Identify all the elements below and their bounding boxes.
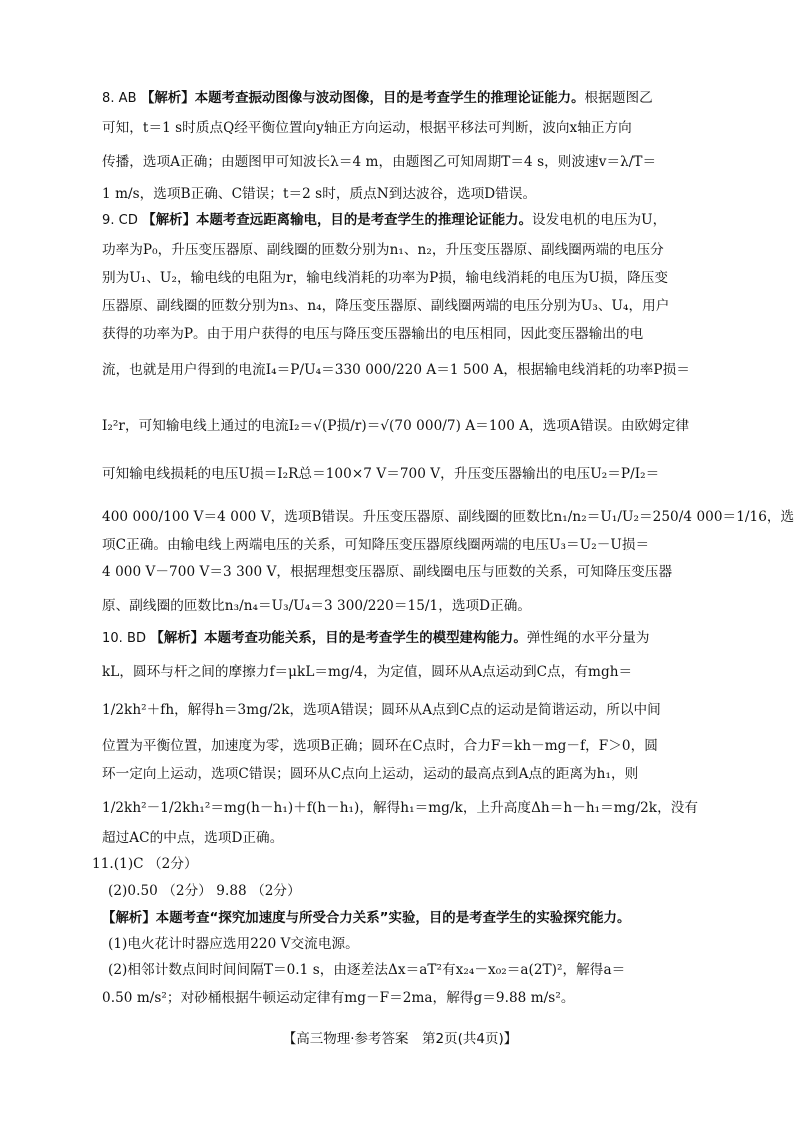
q9-line-8: 可知输电线损耗的电压U损＝I₂R总＝100×7 V＝700 V，升压变压器输出的电压U₂＝P/I₂＝: [102, 466, 660, 482]
q10-line-2: kL，圆环与杆之间的摩擦力f＝μkL＝mg/4，为定值，圆环从A点运动到C点，有mgh＝: [102, 664, 633, 680]
q10-answer-label: 10. BD: [102, 631, 147, 646]
q9-line-6: 流，也就是用户得到的电流I₄＝P/U₄＝330 000/220 A＝1 500 A，根据输电线消耗的功率P损＝: [102, 362, 690, 378]
q11-line-1: 11.(1)C （2分）: [92, 856, 198, 872]
q10-line-5: 环一定向上运动，选项C错误；圆环从C点向上运动，运动的最高点到A点的距离为h₁，则: [102, 766, 639, 782]
q8-line-3: 传播，选项A正确；由题图甲可知波长λ＝4 m，由题图乙可知周期T＝4 s，则波速v＝λ/T＝: [102, 154, 657, 170]
q10-line-3: 1/2kh²＋fh，解得h＝3mg/2k，选项A错误；圆环从A点到C点的运动是简谐运动，所以中间: [102, 702, 661, 718]
q11-line-2: (2)0.50 （2分） 9.88 （2分）: [108, 883, 301, 899]
q10-line-6: 1/2kh²－1/2kh₁²＝mg(h－h₁)＋f(h－h₁)，解得h₁＝mg/k，上升高度Δh＝h－h₁＝mg/2k，没有: [102, 800, 699, 816]
q9-line-7: I₂²r，可知输电线上通过的电流I₂＝√(P损/r)＝√(70 000/7) A＝100 A，选项A错误。由欧姆定律: [102, 418, 690, 434]
q10-line-7: 超过AC的中点，选项D正确。: [102, 830, 284, 846]
q10-analysis-heading: 【解析】本题考查功能关系，目的是考查学生的模型建构能力。: [150, 631, 527, 646]
q8-answer-label: 8. AB: [102, 91, 137, 106]
q11-analysis-heading: 【解析】本题考查“探究加速度与所受合力关系”实验，目的是考查学生的实验探究能力。: [102, 911, 631, 926]
q9-line-2: 功率为P₀，升压变压器原、副线圈的匝数分别为n₁、n₂，升压变压器原、副线圈两端的电压分: [102, 242, 664, 258]
q8-line-4: 1 m/s，选项B正确、C错误；t＝2 s时，质点N到达波谷，选项D错误。: [102, 186, 537, 202]
q10-line-4: 位置为平衡位置，加速度为零，选项B正确；圆环在C点时，合力F＝kh－mg－f，F＞0，圆: [102, 738, 658, 754]
q9-line-11: 4 000 V－700 V＝3 300 V，根据理想变压器原、副线圈电压与匝数的关系，可知降压变压器: [102, 564, 673, 580]
q10-line-1: 10. BD 【解析】本题考查功能关系，目的是考查学生的模型建构能力。弹性绳的水平分量为: [102, 630, 650, 646]
q11-line-5: (2)相邻计数点间时间间隔T＝0.1 s，由逐差法Δx＝aT²有x₂₄－x₀₂＝a(2T)²，解得a＝: [108, 962, 626, 978]
q11-line-6: 0.50 m/s²；对砂桶根据牛顿运动定律有mg－F＝2ma，解得g＝9.88 m/s²。: [102, 990, 575, 1006]
q8-line-2: 可知，t＝1 s时质点Q经平衡位置向y轴正方向运动，根据平移法可判断，波向x轴正方向: [102, 120, 632, 136]
q9-line-3: 别为U₁、U₂，输电线的电阻为r，输电线消耗的功率为P损，输电线消耗的电压为U损，降压变: [102, 270, 669, 286]
q11-line-3: [102, 908, 714, 929]
page-footer: 【高三物理·参考答案 第2页(共4页)】: [282, 1031, 518, 1047]
q11-line-4: (1)电火花计时器应选用220 V交流电源。: [108, 936, 359, 952]
q9-line-12: 原、副线圈的匝数比n₃/n₄＝U₃/U₄＝3 300/220＝15/1，选项D正确。: [102, 598, 532, 614]
q9-answer-label: 9. CD: [102, 213, 138, 228]
q9-analysis-heading: 【解析】本题考查远距离输电，目的是考查学生的推理论证能力。: [142, 213, 533, 228]
q8-analysis-heading: 【解析】本题考查振动图像与波动图像，目的是考查学生的推理论证能力。: [140, 91, 585, 106]
q9-line-10: 项C正确。由输电线上两端电压的关系，可知降压变压器原线圈两端的电压U₃＝U₂－U损＝: [102, 537, 650, 553]
q8-line-1: 8. AB 【解析】本题考查振动图像与波动图像，目的是考查学生的推理论证能力。根据题图乙: [102, 90, 653, 106]
q9-line-1: 9. CD 【解析】本题考查远距离输电，目的是考查学生的推理论证能力。设发电机的电压为U，: [102, 212, 667, 228]
q9-line-5: 获得的功率为P。由于用户获得的电压与降压变压器输出的电压相同，因此变压器输出的电: [102, 326, 644, 342]
q9-line-4: 压器原、副线圈的匝数分别为n₃、n₄，降压变压器原、副线圈两端的电压分别为U₃、U₄，用户: [102, 298, 670, 314]
q9-line-9: 400 000/100 V＝4 000 V，选项B错误。升压变压器原、副线圈的匝数比n₁/n₂＝U₁/U₂＝250/4 000＝1/16，选: [102, 509, 795, 525]
